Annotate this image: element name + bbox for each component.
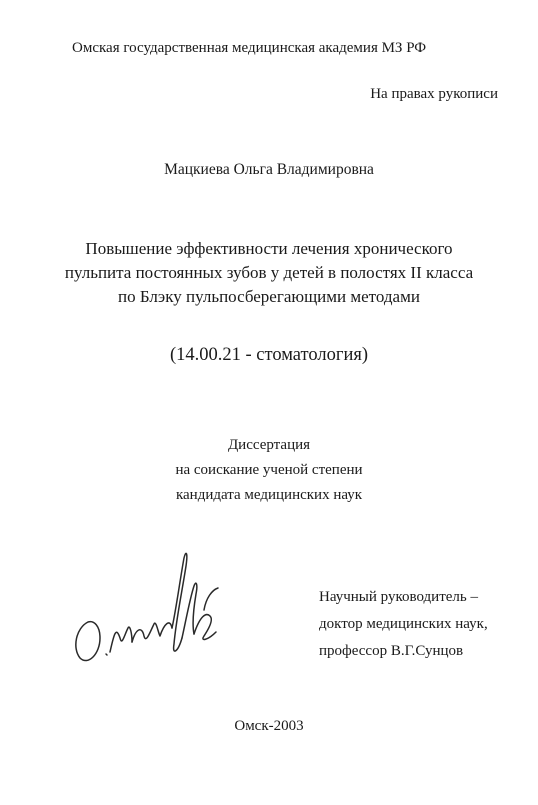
title-line: по Блэку пульпосберегающими методами [118,287,420,306]
specialty-code: (14.00.21 - стоматология) [169,345,369,365]
title-line: пульпита постоянных зубов у детей в полостях II класса [64,263,474,282]
degree-line: кандидата медицинских наук [175,487,363,503]
supervisor-degree: доктор медицинских наук, [319,616,488,632]
supervisor-info [319,584,488,665]
degree-line: Диссертация [227,437,311,453]
degree-line: на соискание ученой степени [175,462,363,478]
place-and-year: Омск-2003 [234,718,304,734]
handwritten-signature [66,540,236,670]
degree-statement [0,433,538,508]
manuscript-note: На правах рукописи [370,86,498,102]
institution-name: Омская государственная медицинская академия МЗ РФ [72,40,427,56]
supervisor-name: профессор В.Г.Сунцов [319,643,464,659]
title-line: Повышение эффективности лечения хронического [85,239,453,258]
supervisor-role: Научный руководитель – [319,589,478,605]
author-name: Мацкиева Ольга Владимировна [164,161,374,178]
dissertation-title [0,237,538,309]
